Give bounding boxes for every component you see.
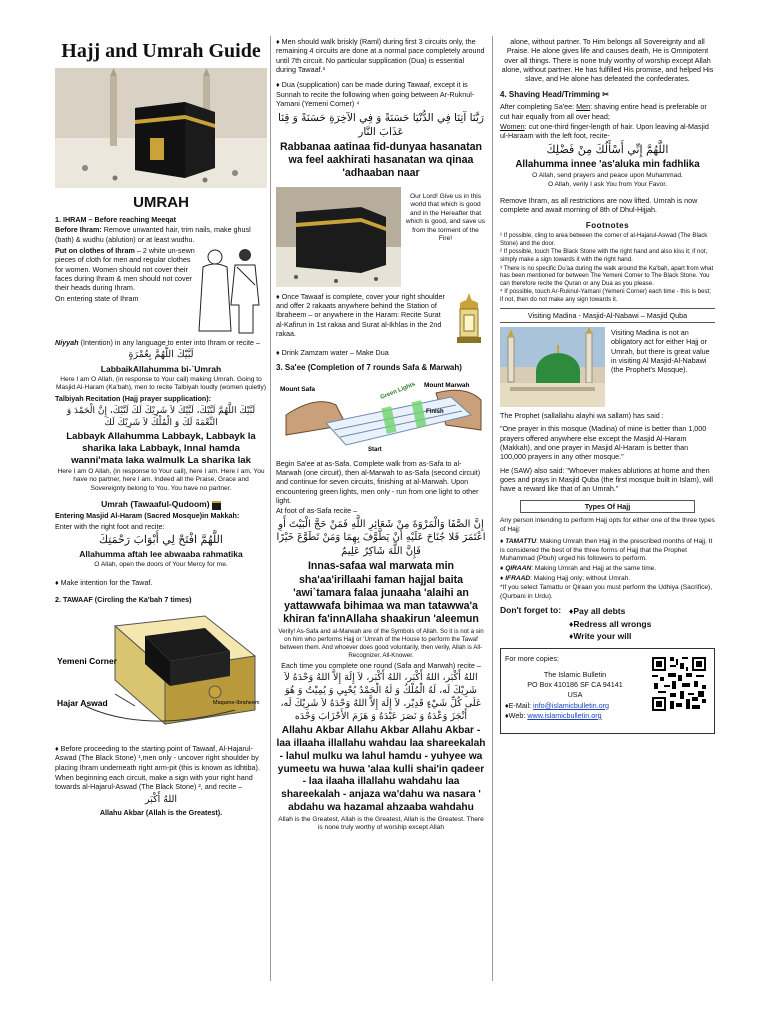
forget-item: ♦Write your will (569, 630, 632, 641)
column-right (500, 36, 715, 981)
rakaat-block (276, 291, 486, 347)
labbaik-umrah-translit: LabbaikAllahumma bi-`Umrah (100, 363, 222, 374)
page-title: Hajj and Umrah Guide (61, 40, 261, 62)
quote-madina: "One prayer in this mosque (Madina) of mine is better than 1,000 prayers offered anywhere else except the Masjid Al-Haram (Makkah), and one prayer in Masjid Al-Haram is better than 100,000 prayers in any other mosque." (500, 424, 707, 462)
continued-text: alone, without partner. To Him belongs all Sovereignty and all Praise. He alone gives life and causes death, He is Omnipotent over all things. There is none truly worthy of worship except Allah alone, without partner. He has fulfilled His promise, and helped His slave, and He alone has defeated the confederates. (501, 37, 714, 84)
more-copies-label: For more copies: (505, 654, 559, 664)
tawaaful-qudoom-heading: Umrah (Tawaaful-Qudoom) (55, 499, 267, 510)
make-intention: ♦ Make intention for the Tawaf. (55, 577, 153, 587)
each-time-text: Each time you complete one round (Safa and Marwah) recite – (281, 660, 481, 670)
umrah-heading: UMRAH (133, 194, 189, 212)
types-intro: Any person intending to perform Hajj opts for either one of the three types of Hajj: (500, 517, 715, 533)
forget-item: ♦Redress all wrongs (569, 618, 652, 629)
visiting-block (500, 327, 715, 407)
footnote-4: ⁴ If possible, touch Ar-Ruknul-Yamani (Yemeni Corner) each time - this is best; if not, then do not make any sign towards it. (500, 288, 711, 303)
our-lord-block (276, 187, 486, 287)
prophet-said: The Prophet (sallallahu alayhi wa sallam) has said : (500, 410, 664, 420)
shaving-women: Women: cut one-third finger-length of hair. Upon leaving al-Masjid ul-Haraam with the left foot, recite- (500, 121, 709, 141)
ihram-block (55, 245, 267, 337)
once-tawaaf-text: ♦ Once Tawaaf is complete, cover your right shoulder and offer 2 rakaats anywhere behind the Station of Ibraheem – or anywhere in the Haram: Recite Surat al-Kafirun in 1st rakaa and Surat al-Ikhlas in the 2nd rakaa. (276, 291, 445, 338)
email-line: ♦E-Mail: info@islamicbulletin.org (505, 700, 610, 710)
footnote-3: ³ There is no specific Du'aa during the walk around the Ka'bah, apart from what has been mentioned for between The Yemeni Corner to The Black Stone. You can therefore recite the Quran or any Dua as you please. (500, 264, 714, 287)
arabic-enter-dua: اللَّهُمَّ افْتَحْ لِي أَبْوَابَ رَحْمَتِكَ (99, 533, 223, 547)
labbaik-umrah-translation: Here I am O Allah, (in response to Your call) making Umrah. Going to Masjid Al-Haram (Ka'bah), men to recite Talbiyah loudly (women quietly) (55, 375, 267, 392)
drink-zamzam: ♦ Drink Zamzam water – Make Dua (276, 347, 389, 357)
ihram-before: Before Ihram: Remove unwanted hair, trim nails, make ghusl (bath) & wudhu (ablution) or at least wudhu. (55, 225, 251, 244)
remove-ihram-text: Remove Ihram, as all restrictions are now lifted. Umrah is now complete and await morning of 8th of Dhul-Hijjah. (500, 195, 698, 215)
kaaba-illustration (55, 68, 267, 188)
fadl-translit: Allahumma innee 'as'aluka min fadhlika (515, 158, 700, 170)
niyyah-text: Niyyah (Intention) in any language to enter into Ihram or recite – (55, 337, 260, 347)
footnotes (500, 232, 715, 303)
qiraan-text: ♦ QIRAAN: Making Umrah and Hajj at the same time. (500, 564, 657, 572)
takbir-translation: Allah is the Greatest, Allah is the Greatest, Allah is the Greatest. There is none truly worthy of worship except Allah (278, 815, 484, 832)
column-middle (276, 36, 486, 981)
dont-forget-block (500, 605, 715, 642)
arabic-fadl: اللَّهُمَّ إِنِّي أَسْأَلُكَ مِنْ فَضْلِكَ (546, 142, 669, 156)
udhiya-note: *If you select Tamattu or Qiraan you must perform the Udhiya (Sacrifice), (Qurbani in Urdu). (500, 584, 713, 600)
saee-diagram (276, 375, 486, 455)
our-lord-translation: Our Lord! Give us in this world that which is good and in the Hereafter that which is good, and save us from the torment of the Fire! (405, 192, 486, 243)
dont-forget-label: Don't forget to: (500, 605, 562, 616)
forget-item: ♦Pay all debts (569, 606, 626, 617)
hajar-aswad-label: Hajar Aswad (57, 697, 108, 708)
takbir-translit: Allahu Akbar Allahu Akbar Allahu Akbar - laa illaaha illallahu wahdau laa shareekalah - lahul mulku wa lahul hamdu - yuhyee wa yumeetu wa huwa 'alaa kulli shai'in qadeer - laa ilaaha illallahu wahdahu laa shareekalah - anjaza wa'dahu wa nasara ' abdahu wa hazamal ahzaaba wahdahu (276, 725, 486, 813)
allahu-akbar-text: Allahu Akbar (Allah is the Greatest). (99, 808, 223, 818)
mount-marwah-label: Mount Marwah (424, 382, 470, 390)
footnote-2: ² If possible, touch The Black Stone with the right hand and also kiss it; if not, simply make a sign towards it with the right hand. (500, 248, 708, 263)
arabic-safa-verse: إِنَّ الصَّفَا وَالْمَرْوَةَ مِنْ شَعَائِرِ اللَّهِ فَمَنْ حَجَّ الْبَيْتَ أَوِ اعْتَمَرَ فَلا جُنَاحَ عَلَيْهِ أَنْ يَطَّوَّفَ بِهِمَا وَمَنْ تَطَوَّعَ خَيْرًا فَإِنَّ اللَّهَ شَاكِرٌ عَلِيمٌ (276, 518, 486, 557)
enter-dua-translit: Allahumma aftah lee abwaaba rahmatika (79, 549, 243, 560)
column-left (55, 36, 267, 981)
maqam-ibraheem-icon (452, 291, 486, 347)
dont-forget-list (569, 605, 651, 642)
kaaba-icon (212, 501, 221, 510)
org-name: The Islamic Bulletin (543, 669, 607, 679)
kaaba-photo (276, 187, 401, 287)
begin-saee-text: Begin Sa'ee at as-Safa. Complete walk from as-Safa to al-Marwah (one circuit), then al-Marwah to as-Safa (second circuit) and continue for seven circuits, finishing at al-Marwah. Upon encountering green lights, men only - run from one light to other light. (276, 458, 481, 506)
before-tawaaf: ♦ Before proceeding to the starting point of Tawaaf, Al-Hajarul-Aswad (The Black Stone) ¹,men only - uncover right shoulder by placing Ihram underneath right arm-pit (this is known as Idhtiba). (55, 744, 260, 772)
footnotes-heading: Footnotes (585, 220, 630, 230)
shaving-heading: 4. Shaving Head/Trimming ✂ (500, 89, 609, 99)
contact-box (500, 648, 715, 734)
arabic-takbir: اللهُ أَكْبَر، اللهُ أَكْبَر، اللهُ أَكْبَر، لاَ إِلَهَ إِلاَّ اللهُ وَحْدَهُ لاَ شَرِيْكَ لَه، لَهُ الْمُلْكُ وَ لَهُ الْحَمْدُ يُحْيِي وَ يُمِيْتُ وَ هُوَ عَلَى كُلِّ شَيْءٍ قَدِيْر، لاَ إِلَهَ إِلاَّ اللهُ وَحْدَهُ لاَ شَرِيْكَ لَه، أَنْجَزَ وَعْدَهُ وَ نَصَرَ عَبْدَهُ وَ هَزَمَ الأَحْزَابَ وَحْدَه (280, 672, 482, 722)
fadl-translation-1: O Allah, send prayers and peace upon Muhammad. (532, 171, 683, 179)
shaving-men: After completing Sa'ee: Men: shaving entire head is preferable or cut hair equally from all over head; (500, 102, 707, 121)
qr-code[interactable] (650, 655, 708, 713)
web-link[interactable]: www.islamicbulletin.org (527, 710, 602, 720)
begin-circuit: When beginning each circuit, make a sign with your right hand towards al-Hajarul-Aswad (The Black Stone) ², and recite – (55, 773, 253, 792)
org-country: USA (567, 690, 583, 700)
ifraad-text: ♦ IFRAAD: Making Hajj only; without Umrah. (500, 574, 631, 582)
org-address: PO Box 410186 SF CA 94141 (527, 679, 623, 689)
entering-haram-heading: Entering Masjid Al-Haram (Sacred Mosque)in Makkah: (55, 511, 240, 521)
fadl-translation-2: O Allah, verily I ask You from Your Favor. (547, 181, 668, 189)
mount-safa-label: Mount Safa (280, 386, 316, 394)
ihram-entering: On entering state of Ihram (55, 293, 139, 303)
maqame-label: Maqame-Ibraheem (213, 699, 260, 706)
green-lights-label: Green Lights (379, 381, 417, 402)
dua-text: ♦ Dua (supplication) can be made during Tawaaf, except it is Sunnah to recite the following when going between Ar-Ruknul-Yamani (Yemeni Corner) ⁴ (276, 80, 475, 109)
column-divider (492, 36, 493, 981)
visiting-madina-heading: Visiting Madina - Masjid-Al-Nabawi – Masjid Quba (500, 308, 715, 323)
entering-haram-sub: Enter with the right foot and recite: (55, 521, 165, 531)
tamattu-text: ♦ TAMATTU: Making Umrah then Hajj in the prescribed months of Hajj. It is considered the best of the three forms of Hajj that the Prophet Muhammad (Pbuh) urged his followers to perform. (500, 538, 713, 563)
ihram-clothes: Put on clothes of Ihram – 2 white un-sewn pieces of cloth for men and regular clothes for women. Women should not cover their faces during Ihram & men should not cover their heads during Ihram. (55, 245, 195, 293)
tawaaf-heading: 2. TAWAAF (Circling the Ka'bah 7 times) (55, 595, 192, 605)
arabic-talbiyah: لَبَّيْكَ اللَّهُمَّ لَبَّيْكَ، لَبَّيْكَ لاَ شَرِيْكَ لَكَ لَبَّيْكَ، إِنَّ الْحَمْدَ وَ النِّعْمَةَ لَكَ وَ الْمُلْكَ لاَ شَرِيْكَ لَكَ (66, 406, 256, 429)
rabbana-translit: Rabbanaa aatinaa fid-dunyaa hasanatan wa feel aakhirati hasanatan wa qinaa 'adhaaban naar (280, 140, 482, 180)
talbiyah-heading: Talbiyah Recitation (Hajj prayer supplication): (55, 393, 212, 403)
web-line: ♦Web: www.islamicbulletin.org (505, 710, 602, 720)
talbiyah-translation: Here I am O Allah, (in response to Your call), here I am. Here I am, You have no partner, here I am. Indeed all the Praise, Grace and Sovereignty belong to You. You have no partner. (57, 467, 265, 492)
email-link[interactable]: info@islamicbulletin.org (533, 700, 610, 710)
madina-mosque-photo (500, 327, 605, 407)
column-divider (270, 36, 271, 981)
talbiyah-translit: Labbayk Allahumma Labbayk, Labbayk la sharika laka Labbayk, Innal hamda wanni'mata laka walmulk La sharika lak (66, 431, 256, 466)
start-label: Start (368, 447, 382, 454)
yemeni-corner-label: Yemeni Corner (57, 655, 117, 666)
enter-dua-translation: O Allah, open the doors of Your Mercy for me. (94, 561, 228, 569)
men-walk-text: ♦ Men should walk briskly (Raml) during first 3 circuits only, the remaining 4 circuits are done at a normal pace completely around until 7th circuit. No particular supplication (Dua) is essential during Tawaaf.³ (276, 37, 485, 75)
arabic-labbaik-umrah: لَبَّيْكَ اللَّهُمَّ بِعُمْرَةٍ (128, 349, 194, 361)
scissors-icon: ✂ (602, 89, 609, 99)
finish-label: Finish (426, 409, 444, 416)
ihram-figures-illustration (197, 245, 265, 337)
quote-quba: He (SAW) also said: "Whoever makes ablutions at home and then goes and prays in Masjid Quba (the first mosque built in Islam), will have a reward like that of an Umrah." (500, 465, 713, 494)
types-of-hajj-heading: Types Of Hajj (520, 500, 695, 513)
footnote-1: ¹ If possible, cling to area between the corner of al-Hajarul-Aswad (The Black Stone) and the door. (500, 232, 708, 247)
at-foot-safa: At foot of as-Safa recite – (276, 506, 358, 516)
visiting-text: Visiting Madina is not an obligatory act for either Hajj or Umrah, but there is great value in visiting Al Masjid-Al-Nabawi (the Prophet's Mosque). (611, 327, 710, 375)
arabic-allahu-akbar: اللهُ أَكْبَر (144, 793, 178, 805)
safa-translation: Verily! As-Safa and al-Marwah are of the Symbols of Allah. So it is not a sin on him who performs Hajj or 'Umrah of the House to perform the Tawaf between them. And whoever does good voluntarily, then verily, Allah is All-Recognizer, All-Knower. (278, 627, 484, 659)
arabic-rabbana: رَبَّنَا آتِنَا فِي الدُّنْيَا حَسَنَةً وَ فِي الآخِرَةِ حَسَنَةً وَ قِنَا عَذَابَ النَّار (278, 111, 484, 138)
safa-translit: Innas-safaa wal marwata min sha'aa'irillaahi faman hajjal baita 'awi`tamara falaa junaaha 'alaihi an yattawwafa bihimaa wa man tatawwa'a khiran fa'innAllaha shaakirun 'aleemun (283, 560, 479, 626)
ihram-heading: 1. IHRAM – Before reaching Meeqat (55, 214, 177, 224)
saee-heading: 3. Sa'ee (Completion of 7 rounds Safa & Marwah) (276, 362, 462, 372)
tawaaf-diagram (55, 606, 267, 738)
